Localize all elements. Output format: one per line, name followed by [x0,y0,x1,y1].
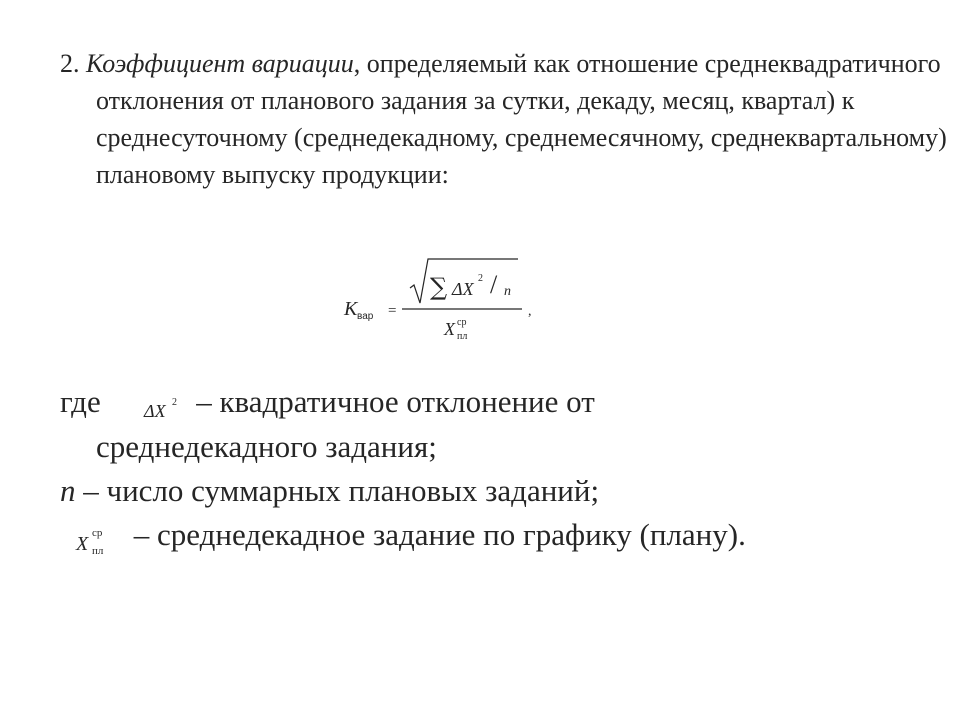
delta-x-squared-symbol [108,385,188,425]
definition-delta-x-continuation: среднедекадного задания; [96,428,437,464]
definition-x-pl [60,513,940,560]
formula-trailing-comma: , [528,304,532,319]
symbol-x-sup: ср [92,526,103,539]
symbol-x: X [76,532,89,555]
symbol-power: 2 [172,396,178,408]
formula-delta-x: ΔX [452,279,474,299]
term-coefficient-variation: Коэффициент вариации [86,49,354,78]
variation-formula [340,255,560,345]
formula-n: n [504,284,511,299]
symbol-x-sub: пл [92,544,104,557]
formula-k: K [344,298,358,320]
paragraph-number: 2. [60,49,80,78]
definition-delta-x-text: – квадратичное отклонение от [196,384,595,419]
where-label: где [60,384,101,419]
variable-n: n [60,472,76,508]
formula-denominator-sub: пл [457,331,468,342]
formula-sum: ∑ [430,273,448,301]
formula-denominator-sup: ср [457,317,467,328]
coefficient-description [60,45,956,193]
formula-svg [340,255,560,345]
formula-denominator-x: X [444,319,455,339]
formula-slash: / [490,270,498,299]
definition-n-text: – число суммарных плановых заданий; [75,472,600,508]
symbol-delta-x: ΔX [144,400,167,421]
definition-n [60,469,940,513]
paragraph-text: , определяемый как отношение среднеквадратичного отклонения от планового задания за сутки, декаду, месяц, квартал) к среднесуточному (среднедекадному, среднемесячному, среднеквартальному) плановому выпуску продукции: [96,49,947,189]
formula-power: 2 [478,273,483,284]
formula-equals: = [388,303,397,319]
definitions [60,380,940,560]
x-pl-symbol [74,516,126,560]
definition-delta-x [60,380,940,425]
formula-k-subscript: вар [357,311,374,322]
definition-x-pl-text: – среднедекадное задание по графику (плану). [133,516,746,552]
